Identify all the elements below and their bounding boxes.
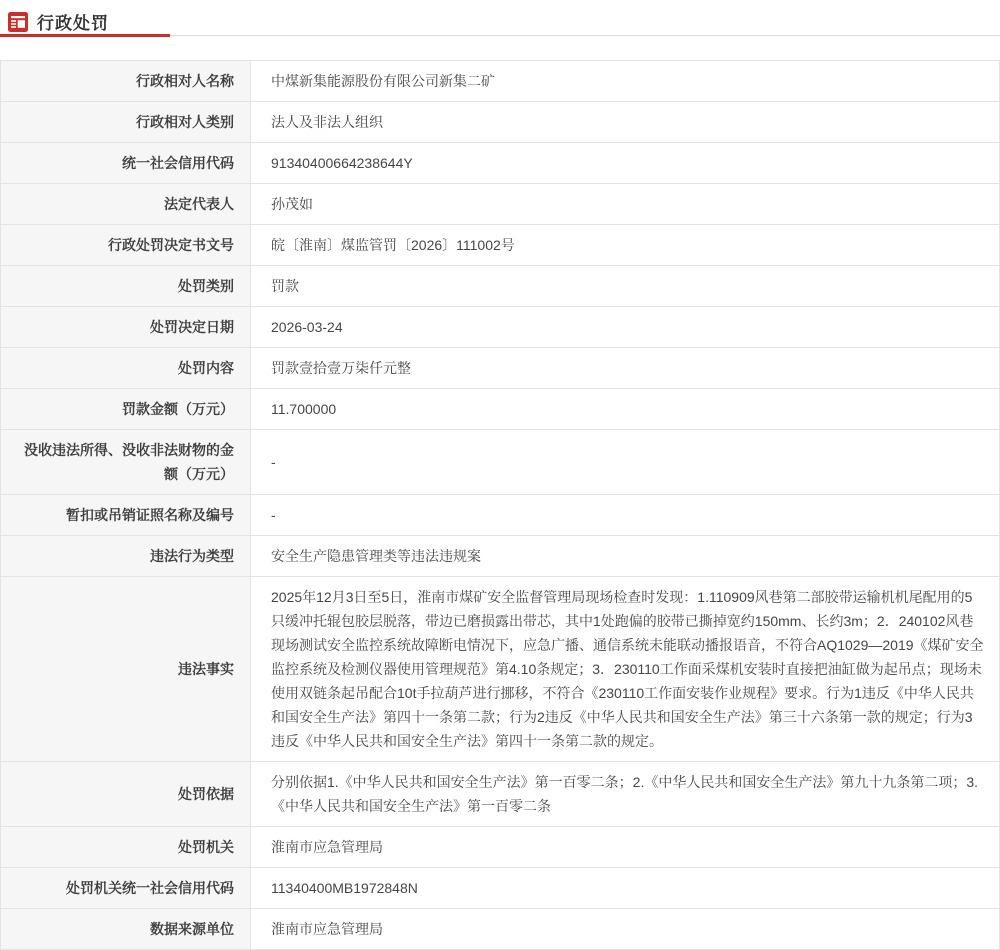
- row-label: 处罚决定日期: [1, 307, 251, 348]
- table-row: [1, 536, 1000, 577]
- penalty-table-container: [0, 60, 1000, 950]
- row-value: 安全生产隐患管理类等违法违规案: [251, 536, 1000, 577]
- row-value: 淮南市应急管理局: [251, 827, 1000, 868]
- table-row: [1, 348, 1000, 389]
- table-row: [1, 762, 1000, 827]
- table-row: [1, 143, 1000, 184]
- row-label: 行政相对人名称: [1, 61, 251, 102]
- table-row: [1, 102, 1000, 143]
- table-row: [1, 827, 1000, 868]
- title-underline-accent: [0, 34, 170, 37]
- table-row: [1, 389, 1000, 430]
- table-row: [1, 266, 1000, 307]
- row-value: 罚款: [251, 266, 1000, 307]
- row-value: 法人及非法人组织: [251, 102, 1000, 143]
- table-row: [1, 225, 1000, 266]
- row-value: 孙茂如: [251, 184, 1000, 225]
- row-label: 处罚机关: [1, 827, 251, 868]
- row-value: -: [251, 495, 1000, 536]
- row-label: 处罚类别: [1, 266, 251, 307]
- table-row: [1, 577, 1000, 762]
- row-value: 11340400MB1972848N: [251, 868, 1000, 909]
- table-row: [1, 61, 1000, 102]
- row-value: 2025年12月3日至5日，淮南市煤矿安全监督管理局现场检查时发现：1.110909风巷第二部胶带运输机机尾配用的5只缓冲托辊包胶层脱落，带边已磨损露出带芯，其中1处跑偏的胶带已撕掉宽约150mm、长约3m；2．240102风巷现场测试安全监控系统故障断电情况下，应急广播、通信系统未能联动播报语音，不符合AQ1029—2019《煤矿安全监控系统及检测仪器使用管理规范》第4.10条规定；3．230110工作面采煤机安装时直接把油缸做为起吊点；现场未使用双链条起吊配合10t手拉葫芦进行挪移，不符合《230110工作面安装作业规程》要求。行为1违反《中华人民共和国安全生产法》第四十一条第二款；行为2违反《中华人民共和国安全生产法》第三十六条第一款的规定；行为3违反《中华人民共和国安全生产法》第四十一条第二款的规定。: [251, 577, 1000, 762]
- row-label: 统一社会信用代码: [1, 143, 251, 184]
- row-value: 分别依据1.《中华人民共和国安全生产法》第一百零二条；2.《中华人民共和国安全生产法》第九十九条第二项；3.《中华人民共和国安全生产法》第一百零二条: [251, 762, 1000, 827]
- row-label: 处罚依据: [1, 762, 251, 827]
- row-label: 处罚机关统一社会信用代码: [1, 868, 251, 909]
- row-value: 11.700000: [251, 389, 1000, 430]
- page-title: 行政处罚: [37, 14, 109, 33]
- row-value: 中煤新集能源股份有限公司新集二矿: [251, 61, 1000, 102]
- table-row: [1, 868, 1000, 909]
- table-row: [1, 495, 1000, 536]
- row-label: 违法事实: [1, 577, 251, 762]
- row-label: 罚款金额（万元）: [1, 389, 251, 430]
- row-label: 暂扣或吊销证照名称及编号: [1, 495, 251, 536]
- document-list-icon: [8, 12, 28, 32]
- row-label: 没收违法所得、没收非法财物的金额（万元）: [1, 430, 251, 495]
- row-value: 罚款壹拾壹万柒仟元整: [251, 348, 1000, 389]
- row-label: 违法行为类型: [1, 536, 251, 577]
- penalty-table: [0, 60, 1000, 950]
- table-row: [1, 307, 1000, 348]
- row-value: -: [251, 430, 1000, 495]
- row-label: 数据来源单位: [1, 909, 251, 950]
- table-row: [1, 184, 1000, 225]
- page-header: [0, 0, 1000, 36]
- row-value: 皖〔淮南〕煤监管罚〔2026〕111002号: [251, 225, 1000, 266]
- row-value: 2026-03-24: [251, 307, 1000, 348]
- row-label: 法定代表人: [1, 184, 251, 225]
- row-label: 行政处罚决定书文号: [1, 225, 251, 266]
- penalty-table-body: [1, 61, 1000, 950]
- row-label: 行政相对人类别: [1, 102, 251, 143]
- row-value: 淮南市应急管理局: [251, 909, 1000, 950]
- row-value: 91340400664238644Y: [251, 143, 1000, 184]
- row-label: 处罚内容: [1, 348, 251, 389]
- table-row: [1, 909, 1000, 950]
- table-row: [1, 430, 1000, 495]
